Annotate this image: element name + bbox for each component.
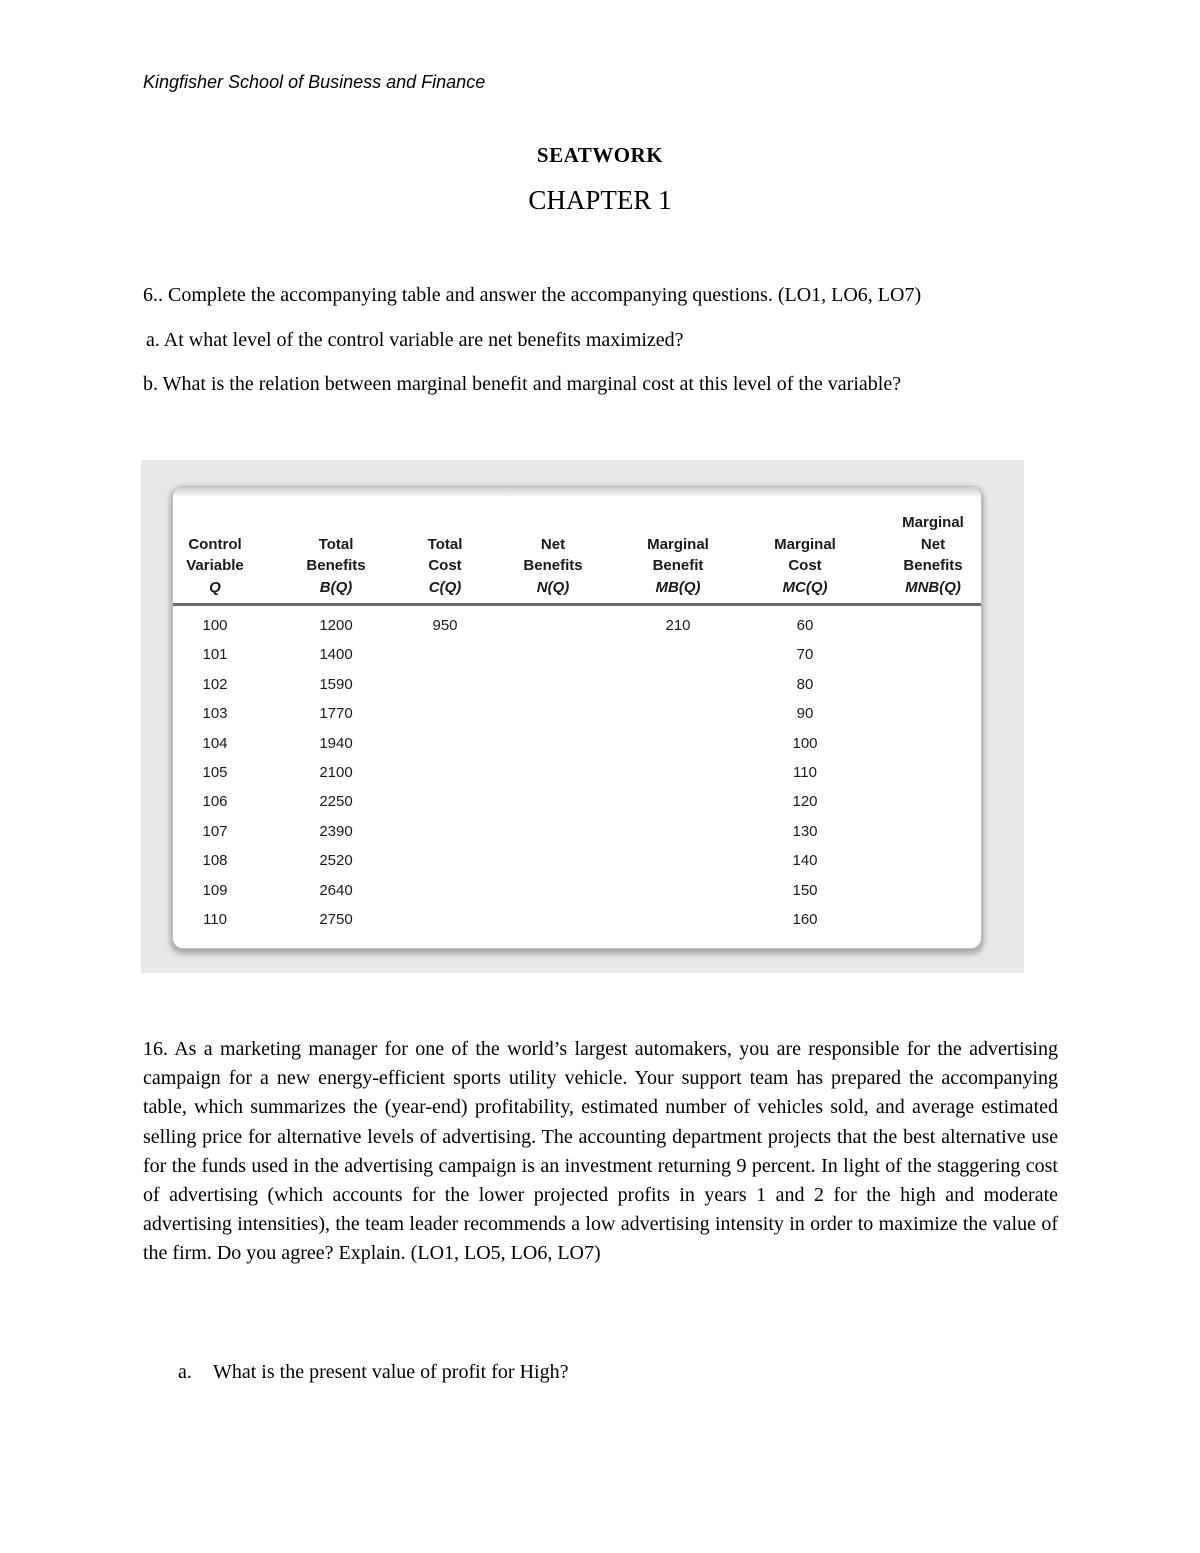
page-title: SEATWORK <box>536 143 664 167</box>
table-cell: 950 <box>432 617 458 634</box>
table-cell: 2100 <box>319 764 353 781</box>
question-6-prompt: 6.. Complete the accompanying table and answer the accompanying questions. (LO1, LO6, LO7) <box>143 284 922 306</box>
table-cell: 103 <box>202 705 228 723</box>
column-header <box>493 534 613 599</box>
column-header-line: Cost <box>788 557 822 574</box>
table-cell: 102 <box>202 675 228 693</box>
table-cell: 108 <box>202 852 228 870</box>
column-header-symbol: MC(Q) <box>782 578 828 596</box>
column-header-symbol: C(Q) <box>428 578 462 596</box>
question-16a-text: What is the present value of profit for High? <box>213 1361 569 1383</box>
table-cell: 1200 <box>319 617 353 634</box>
chapter-title: CHAPTER 1 <box>528 185 672 215</box>
table-cell: 110 <box>203 911 227 928</box>
table-cell: 2390 <box>319 822 353 840</box>
column-header-line: Marginal <box>647 535 709 553</box>
column-header-line: Cost <box>428 557 462 574</box>
table-cell: 109 <box>202 881 228 899</box>
table-cell: 106 <box>202 793 228 811</box>
table-cell: 2750 <box>319 911 353 928</box>
table-cell: 90 <box>796 705 814 723</box>
table-cell: 104 <box>202 734 228 752</box>
table-figure <box>141 460 1024 973</box>
column-header-line: Benefit <box>652 557 704 574</box>
question-16a <box>178 1361 568 1384</box>
table-header-row <box>173 512 981 606</box>
column-header <box>276 534 396 599</box>
column-header <box>745 534 865 599</box>
table-cell: 2640 <box>319 881 353 899</box>
column-header-symbol: B(Q) <box>319 578 353 596</box>
column-header <box>618 534 738 599</box>
table-cell: 150 <box>792 881 818 899</box>
table-cell: 105 <box>202 764 228 781</box>
school-header: Kingfisher School of Business and Finance <box>143 72 486 92</box>
table-cell: 130 <box>792 822 818 840</box>
table-top-bar <box>173 487 981 496</box>
column-header-line: Net <box>540 535 566 553</box>
table-cell: 60 <box>796 617 814 634</box>
column-header-symbol: MNB(Q) <box>905 578 961 596</box>
column-header-line: Marginal <box>902 514 964 531</box>
column-header-symbol: MB(Q) <box>655 578 701 596</box>
column-header-line: Marginal <box>774 535 836 553</box>
column-header-line: Total <box>427 535 463 553</box>
column-header-line: Benefits <box>306 557 366 574</box>
column-header-symbol: N(Q) <box>536 578 570 596</box>
table-cell: 101 <box>202 646 228 664</box>
column-header-line: Total <box>318 535 354 553</box>
table-cell: 110 <box>793 764 817 781</box>
table-cell: 1940 <box>319 734 353 752</box>
column-header-line: Variable <box>186 557 244 574</box>
question-16-text: 16. As a marketing manager for one of the world’s largest automakers, you are responsible for the advertising campaign for a new energy-efficient sports utility vehicle. Your support team has prepared the accompanying table, which summarizes the (year-end) profitability, estimated number of vehicles sold, and average estimated selling price for alternative levels of advertising. The accounting department projects that the best alternative use for the funds used in the advertising campaign is an investment returning 9 percent. In light of the staggering cost of advertising (which accounts for the lower projected profits in years 1 and 2 for the high and moderate advertising intensities), the team leader recommends a low advertising intensity in order to maximize the value of the firm. Do you agree? Explain. (LO1, LO5, LO6, LO7) <box>143 1038 1058 1265</box>
column-header-line: Net <box>920 535 946 553</box>
table-cell: 100 <box>202 617 228 634</box>
benefits-cost-table <box>173 487 981 948</box>
column-header-line: Benefits <box>903 557 963 574</box>
table-cell: 107 <box>202 822 228 840</box>
table-cell: 2520 <box>319 852 353 870</box>
column-header <box>873 512 993 598</box>
table-cell: 140 <box>792 852 818 870</box>
table-cell: 1770 <box>319 705 353 723</box>
question-16a-label: a. <box>178 1361 192 1383</box>
table-cell: 80 <box>796 675 814 693</box>
column-header-line: Control <box>188 535 242 553</box>
table-cell: 120 <box>792 793 818 811</box>
table-cell: 100 <box>792 734 818 752</box>
column-header <box>155 534 275 599</box>
table-cell: 210 <box>665 617 691 634</box>
question-6a: a. At what level of the control variable are net benefits maximized? <box>146 329 684 351</box>
table-cell: 1590 <box>319 675 353 693</box>
table-cell: 160 <box>792 911 818 928</box>
table-cell: 1400 <box>319 646 353 664</box>
question-6b: b. What is the relation between marginal benefit and marginal cost at this level of the variable? <box>143 373 902 395</box>
column-header-line: Benefits <box>523 557 583 574</box>
table-cell: 70 <box>796 646 814 664</box>
table-cell: 2250 <box>319 793 353 811</box>
column-header-symbol: Q <box>209 578 221 596</box>
column-header <box>385 534 505 599</box>
